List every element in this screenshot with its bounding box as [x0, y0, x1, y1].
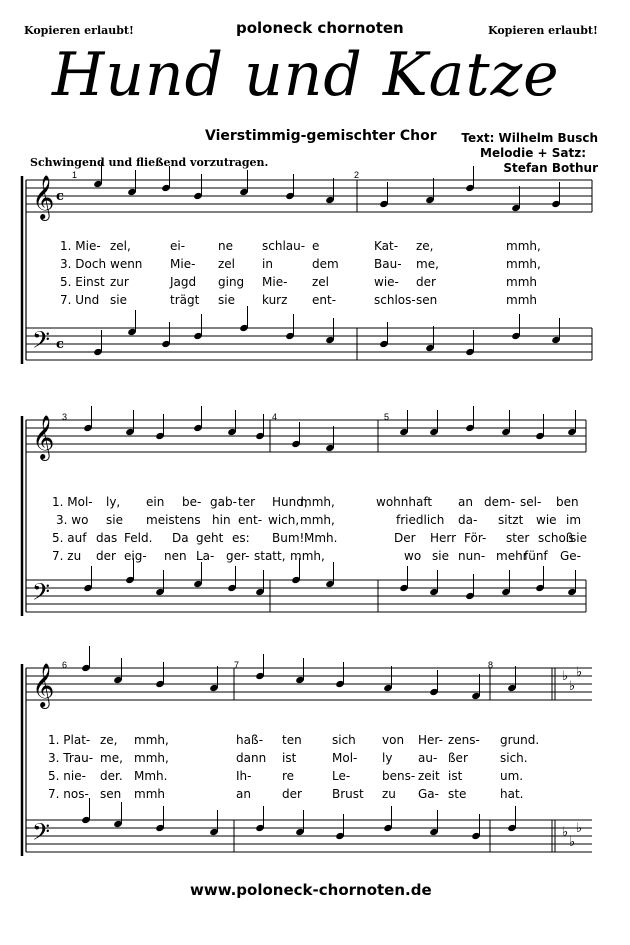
song-title: Hund und Katze — [52, 40, 560, 110]
lyric-syllable: ist — [448, 769, 463, 783]
measure-number: 5 — [384, 412, 390, 422]
lyric-syllable: hat. — [500, 787, 524, 801]
measure-number: 1 — [72, 170, 78, 180]
lyric-syllable: mehr — [496, 549, 528, 563]
lyric-syllable: wo — [404, 549, 422, 563]
credit-melody: Melodie + Satz: — [480, 146, 586, 160]
bass-clef: 𝄢 — [32, 818, 51, 851]
lyric-syllable: mmh — [506, 293, 537, 307]
lyric-syllable: grund. — [500, 733, 540, 747]
lyric-syllable: von — [382, 733, 405, 747]
lyric-syllable: Mie- — [262, 275, 288, 289]
lyric-syllable: ent- — [312, 293, 337, 307]
flat-sign: ♭ — [562, 669, 569, 684]
lyric-syllable: sen — [100, 787, 122, 801]
lyric-syllable: ter — [238, 495, 256, 509]
lyric-syllable: ne — [218, 239, 233, 253]
lyric-syllable: mmh, — [300, 495, 335, 509]
lyric-syllable: geht — [196, 531, 224, 545]
lyric-syllable: das — [96, 531, 118, 545]
lyric-syllable: La- — [196, 549, 215, 563]
lyric-syllable: meistens — [146, 513, 201, 527]
time-signature: c — [56, 337, 64, 352]
lyric-syllable: re — [282, 769, 295, 783]
lyric-syllable: statt, — [254, 549, 286, 563]
lyric-syllable: fünf — [524, 549, 548, 563]
flat-sign: ♭ — [569, 835, 576, 850]
lyric-syllable: Ih- — [236, 769, 252, 783]
copy-notice-right: Kopieren erlaubt! — [488, 24, 598, 37]
lyric-syllable: schlau- — [262, 239, 306, 253]
lyric-syllable: Kat- — [374, 239, 399, 253]
lyric-syllable: an — [458, 495, 473, 509]
lyric-syllable: Ge- — [560, 549, 582, 563]
lyric-syllable: sen — [416, 293, 438, 307]
lyric-syllable: be- — [182, 495, 202, 509]
credit-text: Text: Wilhelm Busch — [461, 131, 598, 145]
lyric-syllable: ster — [506, 531, 530, 545]
lyric-syllable: ze, — [100, 733, 118, 747]
lyric-syllable: sie — [106, 513, 123, 527]
lyric-syllable: dann — [236, 751, 267, 765]
lyric-syllable: 5. auf — [52, 531, 87, 545]
lyric-syllable: Feld. — [124, 531, 153, 545]
lyric-syllable: zur — [110, 275, 129, 289]
lyric-syllable: der — [416, 275, 436, 289]
lyric-syllable: nun- — [458, 549, 486, 563]
lyric-syllable: eig- — [124, 549, 147, 563]
flat-sign: ♭ — [562, 825, 569, 840]
lyric-syllable: sich — [332, 733, 356, 747]
lyric-syllable: 1. Mie- — [60, 239, 101, 253]
lyric-syllable: mmh, — [134, 733, 169, 747]
flat-sign: ♭ — [576, 665, 583, 680]
copy-notice-left: Kopieren erlaubt! — [24, 24, 134, 37]
lyric-syllable: 7. nos- — [48, 787, 89, 801]
lyric-syllable: mmh, — [134, 751, 169, 765]
lyric-syllable: ste — [448, 787, 467, 801]
lyric-syllable: ger- — [226, 549, 250, 563]
lyric-syllable: zel — [218, 257, 236, 271]
lyric-syllable: dem — [312, 257, 339, 271]
lyric-syllable: ßer — [448, 751, 468, 765]
lyric-syllable: ei- — [170, 239, 186, 253]
lyric-syllable: im — [566, 513, 582, 527]
lyric-syllable: es: — [232, 531, 250, 545]
lyric-syllable: 5. Einst — [60, 275, 105, 289]
lyric-syllable: wich, — [268, 513, 300, 527]
lyric-syllable: Mmh. — [304, 531, 338, 545]
lyric-syllable: dem- — [484, 495, 516, 509]
lyric-syllable: mmh, — [506, 239, 541, 253]
lyric-syllable: au- — [418, 751, 438, 765]
lyric-syllable: mmh — [134, 787, 165, 801]
lyric-syllable: Le- — [332, 769, 351, 783]
treble-clef: 𝄞 — [32, 663, 55, 707]
lyric-syllable: mmh — [506, 275, 537, 289]
lyric-syllable: da- — [458, 513, 478, 527]
lyric-syllable: sie — [570, 531, 587, 545]
lyric-syllable: nen — [164, 549, 187, 563]
lyric-syllable: sel- — [520, 495, 542, 509]
brand-name: poloneck chornoten — [236, 19, 404, 37]
treble-clef: 𝄞 — [32, 415, 55, 459]
lyric-syllable: mmh, — [506, 257, 541, 271]
subtitle: Vierstimmig-gemischter Chor — [205, 128, 437, 144]
lyric-syllable: Mmh. — [134, 769, 168, 783]
lyric-syllable: schoß — [538, 531, 574, 545]
measure-number: 7 — [234, 660, 240, 670]
lyric-syllable: zens- — [448, 733, 480, 747]
lyric-syllable: zel — [312, 275, 330, 289]
lyric-syllable: an — [236, 787, 251, 801]
footer-website-link[interactable]: www.poloneck-chornoten.de — [190, 881, 432, 899]
lyric-syllable: me, — [100, 751, 123, 765]
lyric-syllable: Herr — [430, 531, 457, 545]
lyric-syllable: sie — [110, 293, 127, 307]
lyric-syllable: zu — [382, 787, 396, 801]
lyric-syllable: sich. — [500, 751, 528, 765]
lyric-syllable: mmh, — [290, 549, 325, 563]
lyric-syllable: ly — [382, 751, 393, 765]
lyric-syllable: hin — [212, 513, 231, 527]
tempo-marking: Schwingend und fließend vorzutragen. — [30, 156, 269, 169]
lyric-syllable: mmh, — [300, 513, 335, 527]
lyric-syllable: Hund, — [272, 495, 308, 509]
lyric-syllable: Der — [394, 531, 416, 545]
treble-clef: 𝄞 — [32, 175, 55, 219]
lyric-syllable: Jagd — [170, 275, 197, 289]
lyric-syllable: 3. wo — [56, 513, 89, 527]
bass-clef: 𝄢 — [32, 578, 51, 611]
lyric-syllable: Brust — [332, 787, 364, 801]
lyric-syllable: ent- — [238, 513, 263, 527]
lyric-syllable: wie- — [374, 275, 399, 289]
lyric-syllable: 7. zu — [52, 549, 82, 563]
lyric-syllable: ly, — [106, 495, 121, 509]
flat-sign: ♭ — [576, 821, 583, 836]
lyric-syllable: Da — [172, 531, 189, 545]
lyric-syllable: kurz — [262, 293, 288, 307]
lyric-syllable: Mie- — [170, 257, 196, 271]
lyric-syllable: ze, — [416, 239, 434, 253]
lyric-syllable: 5. nie- — [48, 769, 86, 783]
lyric-syllable: der — [282, 787, 302, 801]
measure-number: 4 — [272, 412, 278, 422]
lyric-syllable: wenn — [110, 257, 143, 271]
measure-number: 8 — [488, 660, 494, 670]
lyric-syllable: in — [262, 257, 273, 271]
time-signature: c — [56, 189, 64, 204]
credit-arranger: Stefan Bothur — [503, 161, 598, 175]
flat-sign: ♭ — [569, 679, 576, 694]
lyric-syllable: wie — [536, 513, 557, 527]
lyric-syllable: Ga- — [418, 787, 439, 801]
bass-clef: 𝄢 — [32, 326, 51, 359]
lyric-syllable: bens- — [382, 769, 416, 783]
lyric-syllable: Bum! — [272, 531, 305, 545]
lyric-syllable: ben — [556, 495, 579, 509]
lyric-syllable: der — [96, 549, 116, 563]
lyric-syllable: ging — [218, 275, 245, 289]
lyric-syllable: 3. Doch — [60, 257, 107, 271]
lyric-syllable: Bau- — [374, 257, 402, 271]
measure-number: 3 — [62, 412, 68, 422]
lyric-syllable: trägt — [170, 293, 200, 307]
lyric-syllable: sie — [218, 293, 235, 307]
lyric-syllable: zel, — [110, 239, 131, 253]
lyric-syllable: friedlich — [396, 513, 445, 527]
lyric-syllable: um. — [500, 769, 524, 783]
lyric-syllable: ist — [282, 751, 297, 765]
lyric-syllable: Mol- — [332, 751, 358, 765]
lyric-syllable: e — [312, 239, 320, 253]
lyric-syllable: 7. Und — [60, 293, 100, 307]
measure-number: 2 — [354, 170, 360, 180]
lyric-syllable: sitzt — [498, 513, 524, 527]
measure-number: 6 — [62, 660, 68, 670]
lyric-syllable: wohnhaft — [376, 495, 433, 509]
lyric-syllable: gab- — [210, 495, 237, 509]
lyric-syllable: haß- — [236, 733, 264, 747]
lyric-syllable: 1. Mol- — [52, 495, 93, 509]
lyric-syllable: ein — [146, 495, 165, 509]
lyric-syllable: 3. Trau- — [48, 751, 94, 765]
lyric-syllable: der. — [100, 769, 123, 783]
lyric-syllable: ten — [282, 733, 302, 747]
lyric-syllable: me, — [416, 257, 439, 271]
lyric-syllable: sie — [432, 549, 449, 563]
lyric-syllable: zeit — [418, 769, 440, 783]
lyric-syllable: Her- — [418, 733, 443, 747]
lyric-syllable: schlos- — [374, 293, 416, 307]
lyric-syllable: För- — [464, 531, 487, 545]
lyric-syllable: 1. Plat- — [48, 733, 91, 747]
